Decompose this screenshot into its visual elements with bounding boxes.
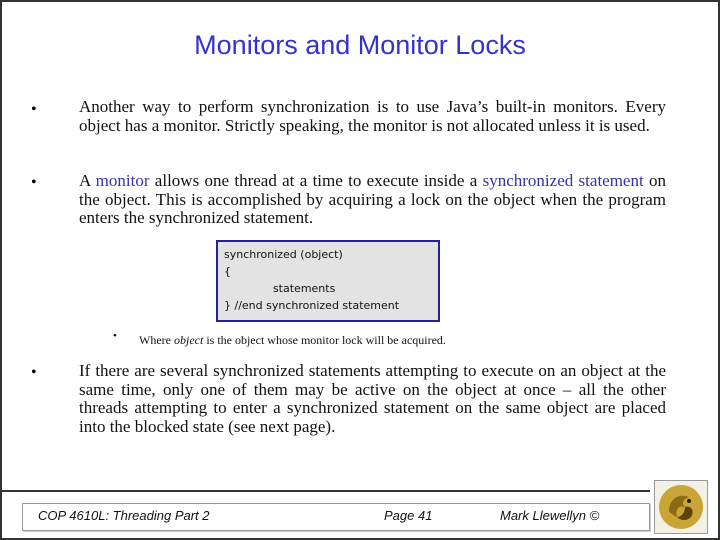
footer-page-number: Page 41 <box>384 508 433 523</box>
university-logo-icon <box>654 480 708 534</box>
bullet-marker: • <box>31 101 37 118</box>
code-line: synchronized (object) <box>224 248 343 261</box>
slide-title: Monitors and Monitor Locks <box>194 30 526 60</box>
sub-bullet-marker: • <box>113 330 117 342</box>
code-line: { <box>224 265 231 278</box>
code-note: Where object is the object whose monitor lock will be acquired. <box>139 333 446 347</box>
bullet-marker: • <box>31 174 37 191</box>
bullet-marker: • <box>31 364 37 381</box>
code-sample <box>216 240 440 322</box>
footer-course: COP 4610L: Threading Part 2 <box>38 508 210 523</box>
code-line: statements <box>224 282 336 295</box>
term-synchronized-statement: synchronized statement <box>482 171 644 190</box>
footer-author: Mark Llewellyn © <box>500 508 600 523</box>
bullet-1-text: Another way to perform synchronization is to use Java’s built-in monitors. Every object has a monitor. Strictly speaking, the monitor is not allocated unless it is used. <box>79 97 666 135</box>
term-monitor: monitor <box>95 171 150 190</box>
code-line: } //end synchronized statement <box>224 299 400 312</box>
bullet-2-text: A monitor allows one thread at a time to execute inside a synchronized statement on the object. This is accomplished by acquiring a lock on the object when the program enters the synchronized statement. <box>79 171 667 227</box>
bullet-3-text: If there are several synchronized statements attempting to execute on an object at the same time, only one of them may be active on the object at once – all the other threads attempting to enter a synchronized statement on the same object are placed into the blocked state (see next page). <box>79 361 666 436</box>
